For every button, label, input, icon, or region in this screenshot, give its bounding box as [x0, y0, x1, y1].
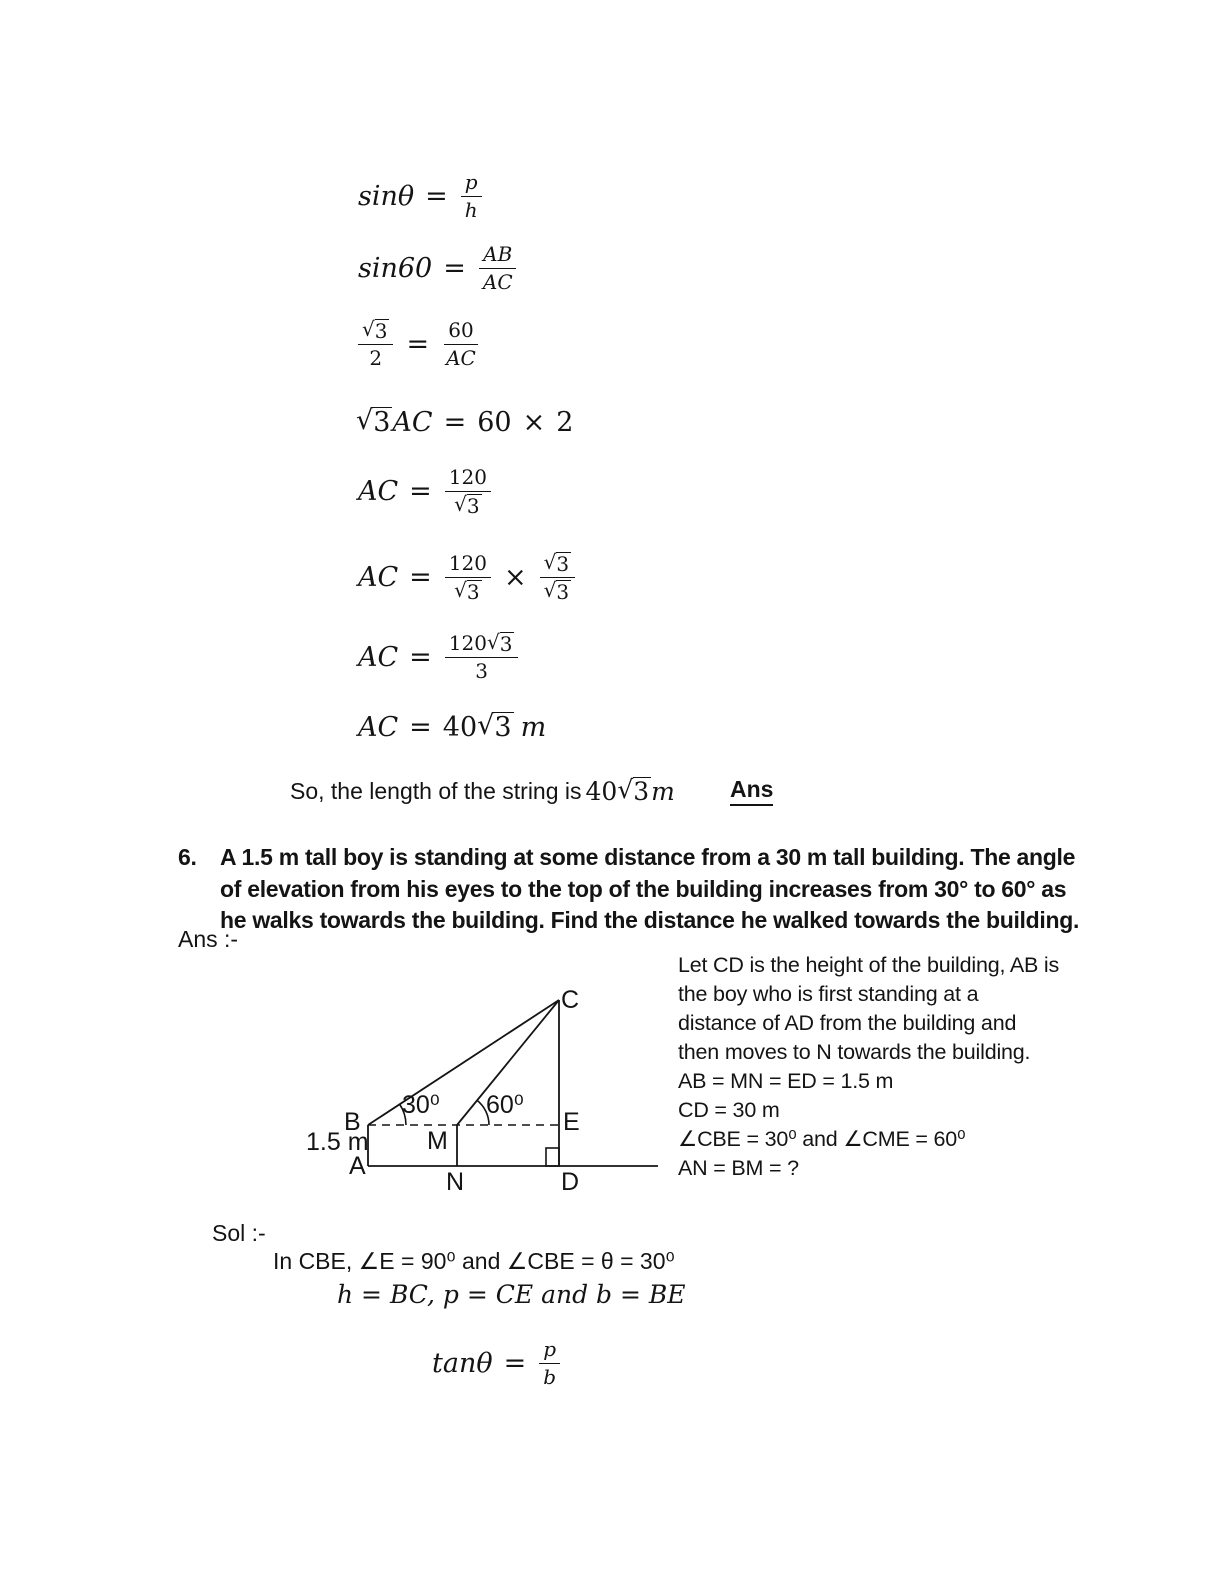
eq3-left-denominator: 2	[369, 345, 383, 370]
sqrt-construct	[454, 577, 481, 604]
radical-sign: √	[477, 709, 495, 741]
problem-number: 6.	[178, 844, 197, 870]
radicand: 3	[494, 711, 512, 743]
point-label-D: D	[561, 1168, 580, 1196]
eq2-numerator: AB	[479, 243, 516, 269]
explanation-line-8: AN = BM = ?	[678, 1156, 799, 1180]
equation-root3-over-2	[356, 314, 482, 374]
sqrt-construct	[543, 549, 571, 576]
eq5-lhs: AC	[358, 475, 399, 507]
eq6-f1-denominator	[450, 578, 485, 603]
explanation-line-5: AB = MN = ED = 1.5 m	[678, 1069, 894, 1093]
explanation-line-4: then moves to N towards the building.	[678, 1040, 1031, 1064]
conclusion-value	[585, 774, 675, 806]
sqrt-construct	[486, 629, 514, 656]
ans-marker: Ans :-	[178, 926, 239, 952]
conclusion-line	[290, 774, 675, 808]
explanation-line-3: distance of AD from the building and	[678, 1011, 1017, 1035]
eq2-denominator: AC	[482, 269, 513, 294]
equals-sign: =	[409, 561, 432, 593]
explanation-line-6: CD = 30 m	[678, 1098, 780, 1122]
equation-AC-result	[358, 697, 546, 757]
radical-sign: √	[486, 629, 500, 654]
eq3-left-fraction	[358, 316, 393, 370]
eq5-numerator: 120	[445, 466, 491, 492]
eq7-lhs: AC	[358, 641, 399, 673]
times-sign: ×	[503, 561, 527, 593]
eq6-f2-denominator	[540, 578, 575, 603]
tan-numerator: p	[539, 1338, 560, 1364]
radicand: 3	[499, 631, 513, 656]
eq1-numerator: p	[461, 171, 482, 197]
radical-sign: √	[356, 404, 374, 436]
eq6-f2-numerator	[540, 549, 575, 578]
sqrt-construct	[477, 709, 513, 743]
problem-line-3: he walks towards the building. Find the distance he walked towards the building.	[220, 907, 1080, 933]
radical-sign: √	[543, 577, 557, 602]
conclusion-text: So, the length of the string is	[290, 777, 582, 804]
eq3-right-denominator: AC	[446, 345, 476, 370]
radicand: 3	[633, 776, 650, 806]
height-label: 1.5 m	[306, 1128, 369, 1156]
problem-line-2: of elevation from his eyes to the top of the building increases from 30° to 60° as	[220, 875, 1067, 902]
eq4-rhs-a: 60	[477, 406, 512, 438]
equals-sign: =	[409, 475, 432, 507]
equation-AC-120root3-over-3	[358, 627, 520, 687]
eq7-num-coeff: 120	[448, 630, 487, 655]
eq3-left-numerator	[358, 316, 393, 345]
conclusion-coefficient: 40	[585, 776, 618, 806]
explanation-line-2: the boy who is first standing at a	[678, 982, 979, 1006]
radical-sign: √	[362, 316, 375, 341]
equation-AC-120-over-root3	[358, 461, 493, 521]
eq2-lhs: sin60	[358, 252, 433, 284]
explanation-column	[678, 951, 1103, 1183]
equation-AC-rationalize	[358, 547, 577, 607]
equals-sign: =	[503, 1347, 527, 1379]
eq5-fraction	[445, 466, 491, 517]
point-label-E: E	[563, 1108, 580, 1136]
tan-lhs: tanθ	[432, 1347, 493, 1379]
right-angle-mark	[546, 1148, 559, 1166]
sol-marker: Sol :-	[212, 1220, 266, 1246]
equals-sign: =	[406, 328, 430, 360]
point-label-A: A	[349, 1152, 366, 1180]
explanation-line-7: ∠CBE = 30⁰ and ∠CME = 60⁰	[678, 1127, 966, 1151]
eq2-fraction	[479, 243, 517, 294]
problem-text	[220, 842, 1079, 937]
eq4-lhs-rest: AC	[392, 406, 433, 438]
equation-sin60	[358, 238, 519, 298]
radicand: 3	[556, 551, 570, 576]
eq4-rhs-b: 2	[556, 406, 574, 438]
tan-denominator: b	[543, 1364, 557, 1389]
equation-root3AC	[356, 392, 573, 452]
eq8-lhs: AC	[358, 711, 399, 743]
radicand: 3	[466, 579, 480, 604]
equals-sign: =	[443, 252, 466, 284]
radicand: 3	[466, 493, 480, 518]
triangle-diagram	[300, 970, 680, 1200]
radical-sign: √	[454, 491, 467, 516]
equals-sign: =	[409, 641, 432, 673]
eq7-fraction	[445, 629, 519, 683]
point-label-C: C	[561, 986, 580, 1014]
sqrt-construct	[454, 491, 481, 518]
conclusion-unit: m	[651, 776, 675, 806]
sqrt-construct	[356, 404, 392, 438]
eq6-lhs: AC	[358, 561, 399, 593]
problem-line-1: A 1.5 m tall boy is standing at some distance from a 30 m tall building. The angle	[220, 844, 1076, 870]
tan-fraction	[539, 1338, 560, 1389]
sqrt-construct	[543, 577, 571, 604]
answer-label	[730, 774, 773, 808]
point-label-N: N	[446, 1168, 465, 1196]
point-label-B: B	[344, 1108, 361, 1136]
problem-6	[178, 842, 1083, 937]
angle-label-60: 60⁰	[486, 1091, 524, 1119]
point-label-M: M	[427, 1127, 448, 1155]
eq6-f1-numerator: 120	[445, 552, 491, 578]
eq5-denominator	[450, 492, 485, 517]
radicand: 3	[556, 579, 570, 604]
eq7-denominator: 3	[475, 658, 488, 683]
equals-sign: =	[443, 406, 467, 438]
eq6-fraction2	[540, 549, 575, 604]
sqrt-construct	[617, 774, 651, 806]
equation-sin-theta	[358, 166, 484, 226]
eq1-lhs: sinθ	[358, 180, 415, 212]
radicand: 3	[374, 318, 388, 343]
sol-line-1: In CBE, ∠E = 90⁰ and ∠CBE = θ = 30⁰	[273, 1248, 675, 1274]
equals-sign: =	[425, 180, 448, 212]
equals-sign: =	[409, 711, 432, 743]
equation-tan-theta	[432, 1333, 562, 1393]
radical-sign: √	[543, 549, 557, 574]
eq7-numerator	[445, 629, 519, 658]
radical-sign: √	[454, 577, 467, 602]
sqrt-construct	[362, 316, 389, 343]
angle-label-30: 30⁰	[402, 1091, 440, 1119]
eq8-coefficient: 40	[442, 711, 478, 743]
radicand: 3	[373, 406, 391, 438]
times-sign: ×	[522, 406, 546, 438]
explanation-line-1: Let CD is the height of the building, AB is	[678, 953, 1060, 977]
radical-sign: √	[617, 774, 634, 804]
eq6-fraction1	[445, 552, 491, 603]
eq3-right-numerator: 60	[444, 319, 477, 345]
sol-line-2: h = BC, p = CE and b = BE	[337, 1280, 686, 1309]
eq1-denominator: h	[464, 197, 478, 222]
eq8-unit: m	[520, 711, 547, 743]
sightline-BC	[368, 1000, 559, 1125]
answer-label-text: Ans	[730, 776, 773, 806]
eq1-fraction	[461, 171, 482, 222]
eq3-right-fraction	[442, 319, 480, 370]
